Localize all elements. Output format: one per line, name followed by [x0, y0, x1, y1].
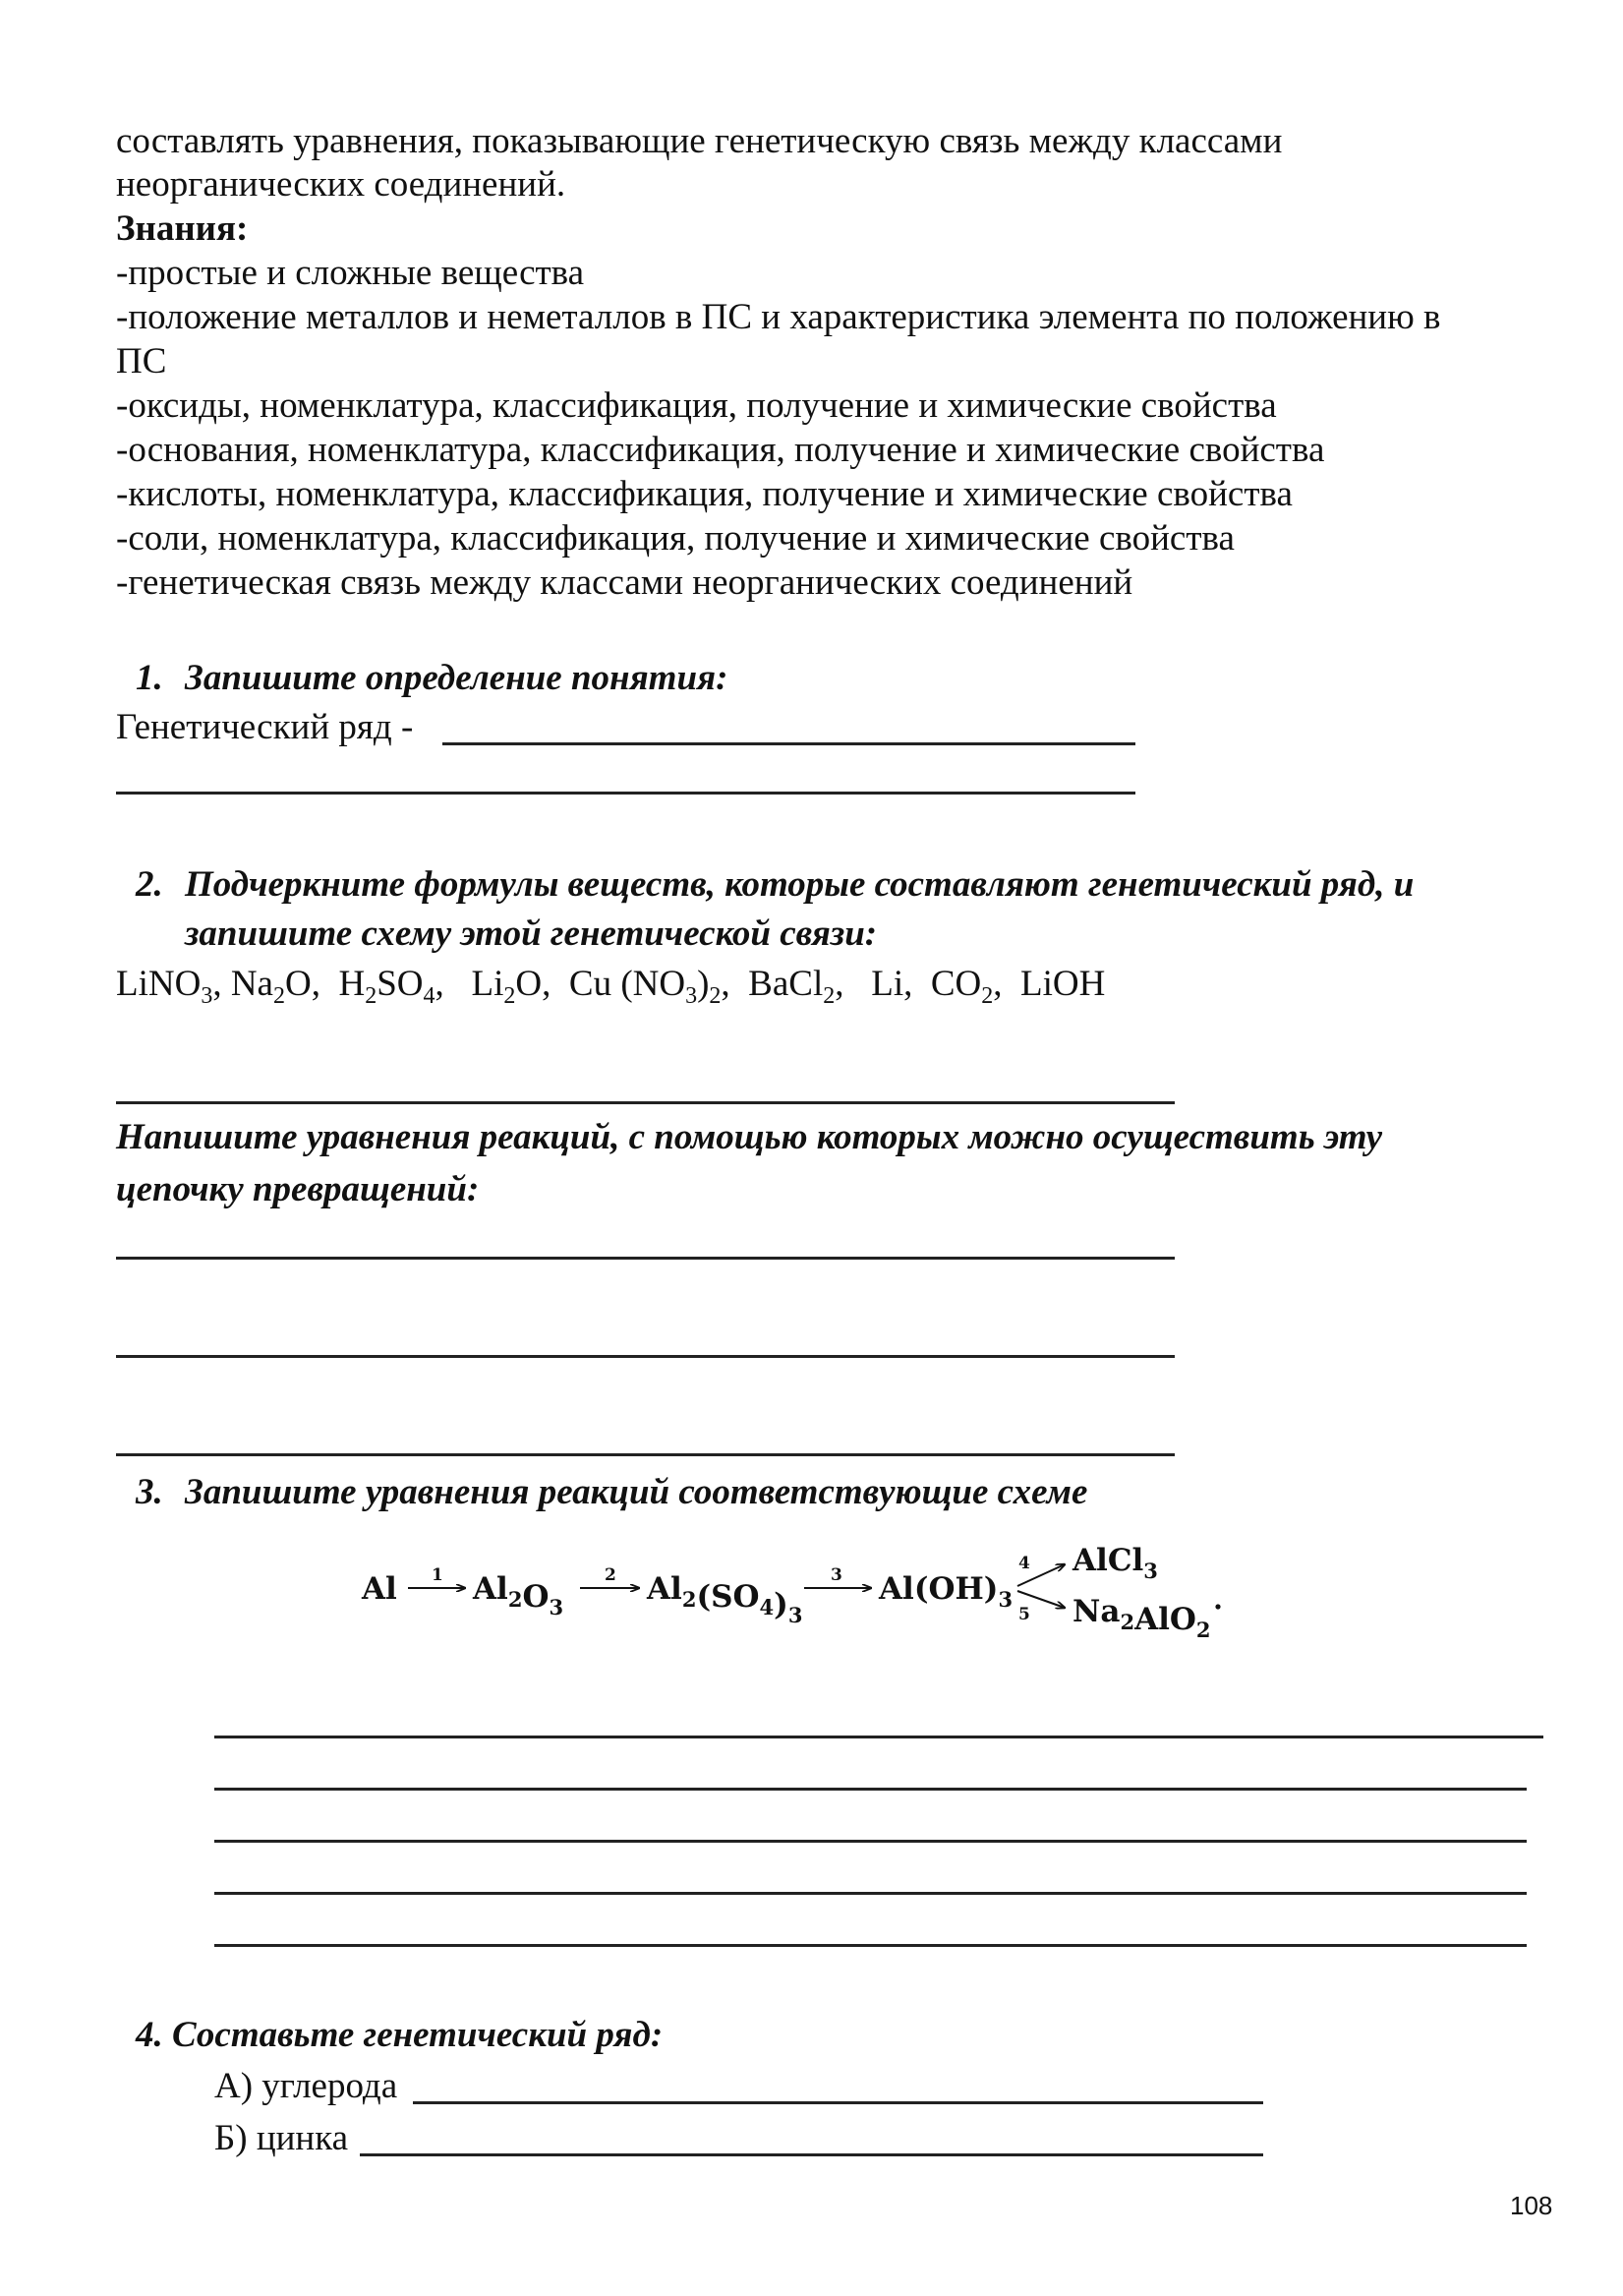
- answer-line[interactable]: [116, 792, 1135, 795]
- task1-label: Генетический ряд -: [116, 707, 414, 747]
- page-number: 108: [1510, 2191, 1553, 2220]
- formula[interactable]: BaCl$_2$: [748, 964, 836, 1009]
- answer-line[interactable]: [214, 1736, 1543, 1738]
- formula-separator: ,: [903, 964, 931, 1004]
- formula-list: [116, 963, 1106, 1009]
- scheme-product: $Al_2(SO_4)_3$: [647, 1571, 803, 1627]
- answer-line[interactable]: [214, 1788, 1527, 1791]
- formula-separator: ,: [993, 964, 1021, 1004]
- knowledge-item: -оксиды, номенклатура, классификация, получение и химические свойства: [116, 385, 1277, 426]
- knowledge-heading: Знания:: [116, 208, 249, 249]
- task1-title: Запишите определение понятия:: [185, 658, 728, 698]
- knowledge-item: -основания, номенклатура, классификация, получение и химические свойства: [116, 430, 1325, 470]
- chain-instruction-line-2: цепочку превращений:: [116, 1169, 480, 1209]
- task1-number: 1.: [136, 658, 163, 698]
- answer-line[interactable]: [214, 1840, 1527, 1843]
- task2-number: 2.: [136, 864, 163, 905]
- scheme-product: $Al_2O_3$: [473, 1571, 564, 1619]
- answer-line[interactable]: [116, 1257, 1175, 1260]
- formula[interactable]: $Li_2O$: [471, 964, 543, 1009]
- scheme-start: Al: [362, 1571, 397, 1607]
- task2-title-line-2: запишите схему этой генетической связи:: [185, 913, 878, 954]
- answer-line[interactable]: [116, 1355, 1175, 1358]
- chain-instruction-line-1: Напишите уравнения реакций, с помощью которых можно осуществить эту: [116, 1117, 1383, 1157]
- formula-separator: ,: [835, 964, 872, 1004]
- intro-line-2: неорганических соединений.: [116, 164, 566, 205]
- task4-item-b: Б) цинка: [214, 2118, 349, 2158]
- answer-line[interactable]: [360, 2153, 1263, 2156]
- task4-title: 4. Составьте генетический ряд:: [136, 2015, 664, 2055]
- formula[interactable]: Cu $(NO_3)_2$: [568, 964, 722, 1009]
- knowledge-item: ПС: [116, 341, 167, 382]
- scheme-product: AlCl$_3$: [1072, 1543, 1158, 1583]
- knowledge-item: -положение металлов и неметаллов в ПС и характеристика элемента по положению в: [116, 297, 1441, 337]
- task2-title-line-1: Подчеркните формулы веществ, которые составляют генетический ряд, и: [185, 864, 1415, 905]
- reaction-scheme: [357, 1529, 1242, 1637]
- formula-separator: ,: [542, 964, 569, 1004]
- scheme-product: $Al(OH)_3$: [879, 1571, 1014, 1612]
- formula[interactable]: $Na_2O$: [230, 964, 312, 1009]
- answer-line[interactable]: [214, 1944, 1527, 1947]
- knowledge-item: -кислоты, номенклатура, классификация, получение и химические свойства: [116, 474, 1293, 514]
- step-number: 2: [605, 1565, 616, 1585]
- step-number: 1: [432, 1565, 443, 1585]
- scheme-product: $Na_2AlO_2$: [1072, 1594, 1211, 1637]
- formula-separator: ,: [311, 964, 339, 1004]
- knowledge-item: -генетическая связь между классами неорганических соединений: [116, 562, 1133, 603]
- formula[interactable]: Li: [871, 964, 904, 1004]
- answer-line[interactable]: [116, 1101, 1175, 1104]
- answer-line[interactable]: [442, 742, 1135, 745]
- formula-separator: ,: [212, 964, 231, 1004]
- knowledge-item: -простые и сложные вещества: [116, 253, 585, 293]
- answer-line[interactable]: [413, 2101, 1263, 2104]
- formula[interactable]: LiOH: [1020, 964, 1106, 1004]
- answer-line[interactable]: [214, 1892, 1527, 1895]
- task3-number: 3.: [136, 1472, 163, 1512]
- step-number: 5: [1018, 1605, 1030, 1624]
- intro-line-1: составлять уравнения, показывающие генетическую связь между классами: [116, 121, 1283, 161]
- task3-title: Запишите уравнения реакций соответствующие схеме: [185, 1472, 1088, 1512]
- scheme-period: [1215, 1604, 1220, 1609]
- step-number: 3: [831, 1565, 842, 1585]
- task4-item-a: А) углерода: [214, 2066, 398, 2106]
- answer-line[interactable]: [116, 1453, 1175, 1456]
- step-number: 4: [1018, 1554, 1030, 1573]
- formula-separator: ,: [721, 964, 749, 1004]
- formula[interactable]: $H_2SO_4$: [338, 964, 435, 1009]
- formula[interactable]: $CO_2$: [930, 964, 994, 1009]
- knowledge-item: -соли, номенклатура, классификация, получение и химические свойства: [116, 518, 1235, 559]
- formula[interactable]: LiNO$_3$: [116, 964, 213, 1009]
- formula-separator: ,: [435, 964, 472, 1004]
